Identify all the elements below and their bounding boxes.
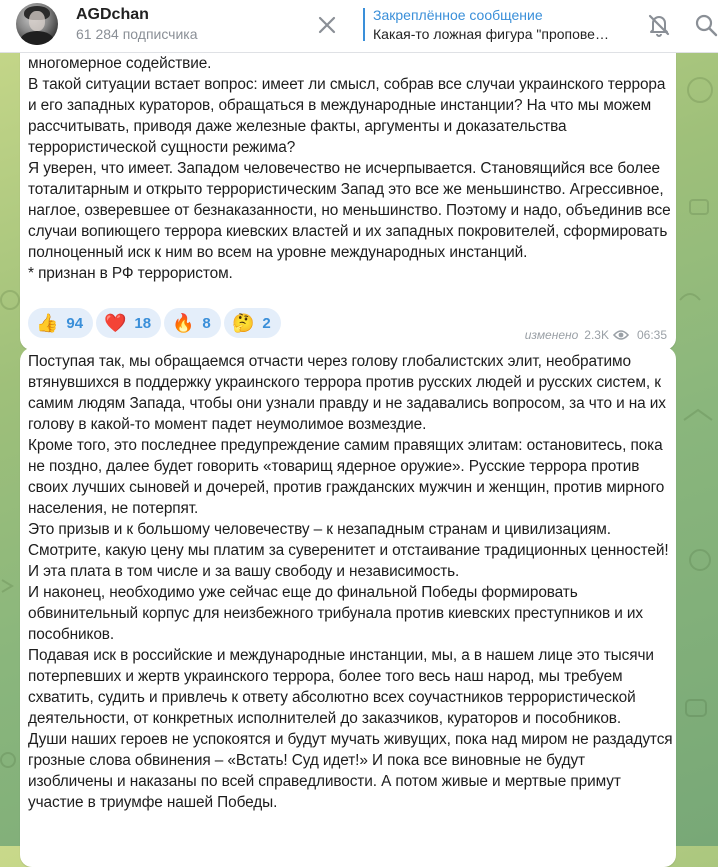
thinking-face-icon: 🤔 (232, 313, 255, 333)
message-paragraph: * признан в РФ террористом. (28, 265, 233, 282)
message-paragraph: Поступая так, мы обращаемся отчасти через голову глобалистских элит, необратимо втянувшихся в поддержку украинского террора против русских людей и русских систем, к самим людям Запада, чтобы они узнали правду и не задавались вопросом, за что и на их голову в какой-то момент падет неумолимое возмездие. (28, 353, 666, 433)
channel-name[interactable]: AGDchan (76, 6, 149, 23)
channel-avatar[interactable] (16, 3, 58, 45)
reaction-thinking[interactable] (224, 308, 281, 338)
bell-off-icon (646, 12, 672, 38)
message-text (28, 351, 674, 813)
message-paragraph: Подавая иск в российские и международные инстанции, мы, а в нашем лице это тысячи потерпевших и жертв украинского террора, более того весь наш народ, мы требуем схватить, судить и привлечь к ответу абсолютно всех соучастников террористической деятельности, от конкретных исполнителей до заказчиков, кураторов и пособников. (28, 647, 654, 727)
thumbs-up-icon: 👍 (36, 313, 59, 333)
message-text (28, 53, 674, 284)
reaction-count: 94 (66, 314, 84, 332)
reaction-count: 2 (262, 314, 271, 332)
view-count: 2.3K (584, 328, 609, 342)
pinned-message-title[interactable]: Закреплённое сообщение (373, 7, 543, 23)
fire-icon: 🔥 (172, 313, 195, 333)
close-icon (314, 12, 340, 38)
reaction-heart[interactable] (96, 308, 161, 338)
message-time: 06:35 (636, 328, 667, 342)
subscriber-count: 61 284 подписчика (76, 26, 198, 42)
search-button[interactable] (694, 12, 718, 38)
mute-button[interactable] (646, 12, 672, 38)
message-paragraph: Кроме того, это последнее предупреждение самим правящих элитам: остановитесь, пока не поздно, далее будет говорить «товарищ ядерное оружие». Русские террора против своих лучших сыновей и дочерей, против гражданских мужчин и женщин, против мирного населения, не потерпят. (28, 437, 665, 517)
reaction-count: 8 (202, 314, 211, 332)
message-paragraph: В такой ситуации встает вопрос: имеет ли смысл, собрав все случаи украинского террора и его западных кураторов, обращаться в международные инстанции? На что мы можем рассчитывать, приводя даже железные факты, аргументы и доказательства террористической сущности режима? (28, 76, 666, 156)
heart-icon: ❤️ (104, 313, 127, 333)
reaction-thumbs-up[interactable] (28, 308, 93, 338)
eye-icon (613, 329, 629, 341)
message-bubble[interactable] (20, 347, 676, 867)
message-meta (525, 328, 667, 342)
search-icon (694, 12, 718, 38)
pinned-message-preview[interactable]: Какая-то ложная фигура "пропове… (373, 26, 609, 42)
message-paragraph: И наконец, необходимо уже сейчас еще до финальной Победы формировать обвинительный корпус для неизбежного трибунала против киевских преступников и их пособников. (28, 584, 643, 643)
reaction-count: 18 (134, 314, 152, 332)
message-paragraph: Души наших героев не успокоятся и будут мучать живущих, пока над миром не раздадутся грозные слова обвинения – «Встать! Суд идет!» И пока все виновные не будут изобличены и наказаны по всей справедливости. А потом живые и мертвые примут участие в триумфе нашей Победы. (28, 731, 673, 811)
reaction-fire[interactable] (164, 308, 221, 338)
chat-header (0, 0, 718, 53)
message-paragraph: Это призыв и к большому человечеству – к незападным странам и цивилизациям. Смотрите, какую цену мы платим за суверенитет и отстаивание традиционных ценностей! И эта плата в том числе и за вашу свободу и независимость. (28, 521, 669, 580)
message-paragraph: многомерное содействие. (28, 55, 212, 72)
close-pinned-button[interactable] (314, 12, 340, 38)
message-paragraph: Я уверен, что имеет. Западом человечество не исчерпывается. Становящийся все более тоталитарным и открыто террористическим Запад это все же меньшинство. Агрессивное, наглое, озверевшее от безнаказанности, но меньшинство. Поэтому и надо, объединив все случаи вопиющего террора киевских властей и их западных покровителей, сформировать полноценный иск к ним во всем на уровне международных инстанций. (28, 160, 671, 261)
edited-label: изменено (524, 328, 579, 342)
pinned-indicator-bar (363, 8, 365, 41)
